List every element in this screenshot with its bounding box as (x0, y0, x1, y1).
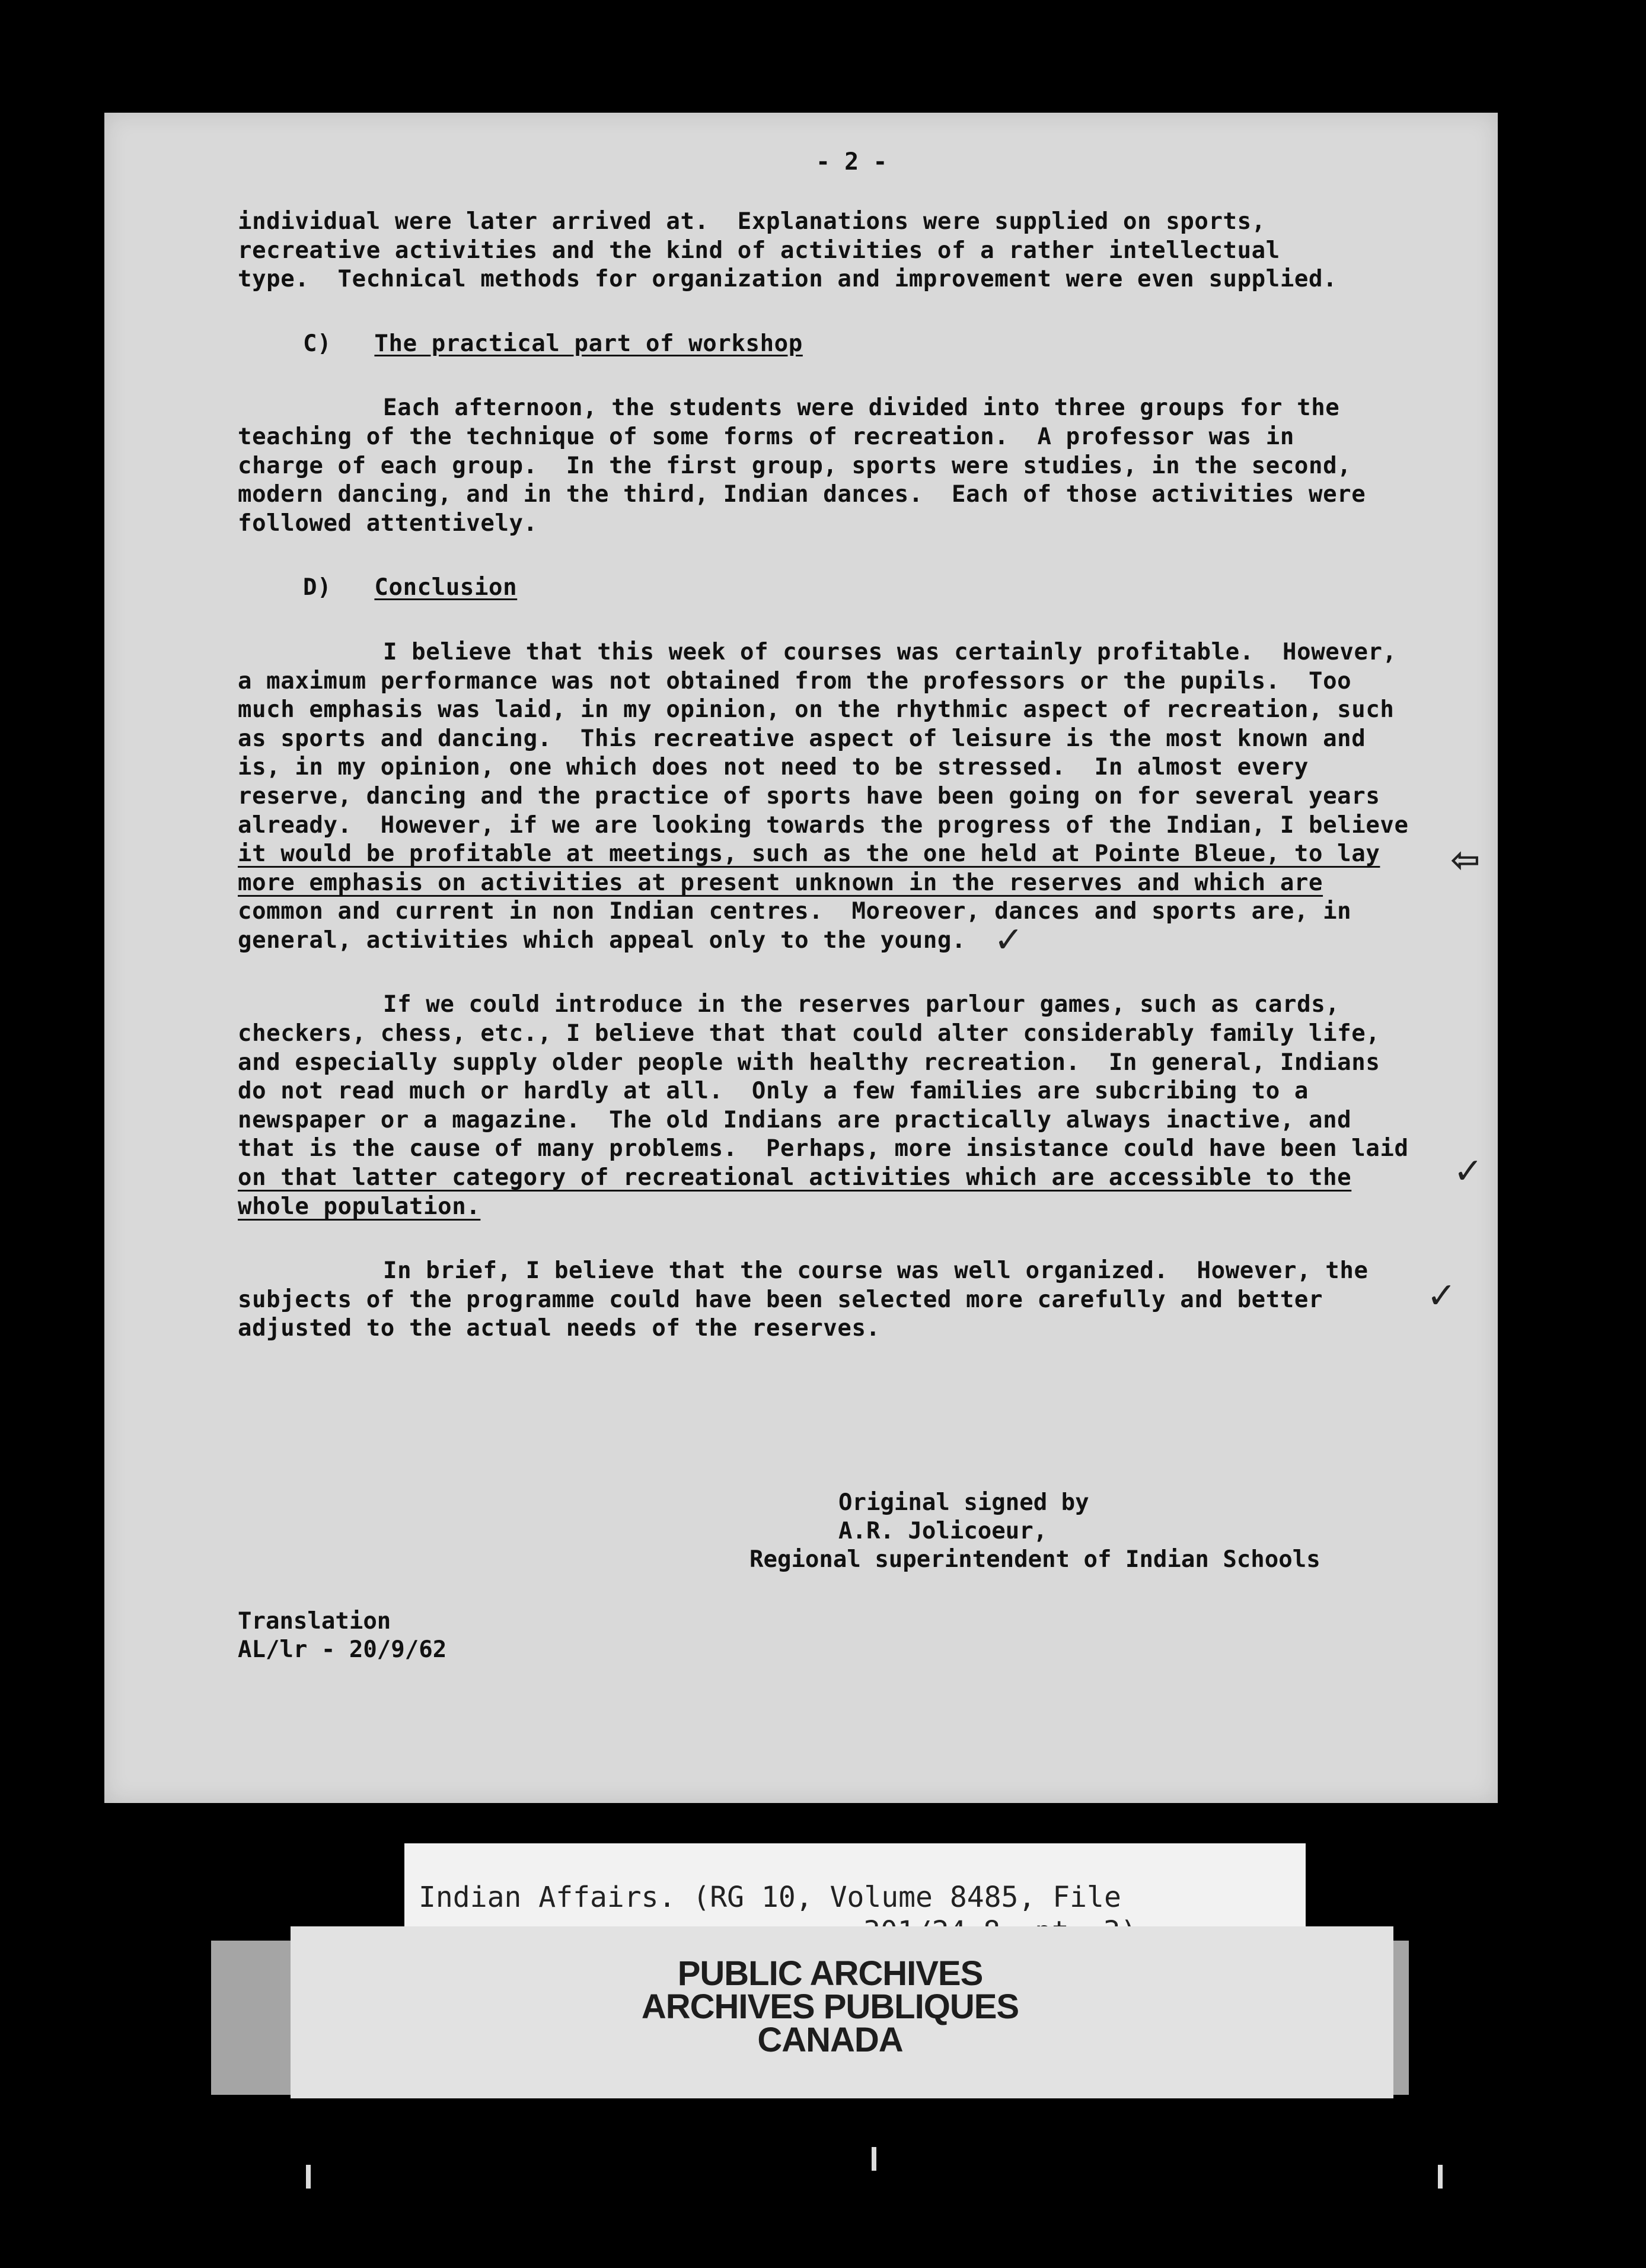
section-title: The practical part of workshop (374, 330, 803, 357)
text-line: subjects of the programme could have been selected more carefully and better (238, 1286, 1323, 1313)
text-line: teaching of the technique of some forms of recreation. A professor was in (238, 423, 1294, 450)
document-page (104, 113, 1498, 1803)
stamp-line: ARCHIVES PUBLIQUES (641, 1987, 1019, 2026)
text-line: charge of each group. In the first group, sports were studies, in the second, (238, 452, 1352, 479)
text-line: as sports and dancing. This recreative aspect of leisure is the most known and (238, 725, 1366, 752)
text-line: already. However, if we are looking towards the progress of the Indian, I believe (238, 811, 1409, 839)
translation-label: Translation (238, 1608, 391, 1635)
text-line: adjusted to the actual needs of the reserves. (238, 1315, 881, 1342)
text-line: do not read much or hardly at all. Only a few families are subcribing to a (238, 1078, 1309, 1105)
section-d-heading (303, 574, 1513, 603)
underlined-text-line: more emphasis on activities at present unknown in the reserves and which are (238, 869, 1323, 896)
text-line: recreative activities and the kind of activities of a rather intellectual (238, 237, 1280, 264)
text-line: checkers, chess, etc., I believe that that could alter considerably family life, (238, 1020, 1380, 1047)
text-line: modern dancing, and in the third, Indian dances. Each of those activities were (238, 481, 1366, 508)
film-edge-mark (306, 2165, 311, 2189)
reference-line: Indian Affairs. (RG 10, Volume 8485, File (419, 1881, 1121, 1914)
film-edge-mark (1438, 2165, 1443, 2189)
signature-line: Original signed by (838, 1489, 1089, 1516)
text-line: reserve, dancing and the practice of sports have been going on for several years (238, 782, 1380, 810)
archive-stamp (534, 1954, 1127, 2059)
text-line: a maximum performance was not obtained from the professors or the pupils. Too (238, 667, 1352, 695)
check-mark-icon: ✓ (1427, 1275, 1457, 1317)
section-letter: C) (303, 330, 332, 357)
underlined-text-line: whole population. (238, 1193, 481, 1220)
reference-code: AL/lr - 20/9/62 (238, 1636, 447, 1663)
underlined-text-line: it would be profitable at meetings, such as the one held at Pointe Bleue, to lay (238, 840, 1380, 868)
text-line: much emphasis was laid, in my opinion, on the rhythmic aspect of recreation, such (238, 696, 1395, 724)
text-line: common and current in non Indian centres. Moreover, dances and sports are, in (238, 898, 1352, 925)
text-line: followed attentively. (238, 509, 538, 537)
text-line: is, in my opinion, one which does not need to be stressed. In almost every (238, 754, 1309, 781)
text-line: In brief, I believe that the course was well organized. However, the (383, 1257, 1369, 1285)
text-line: and especially supply older people with healthy recreation. In general, Indians (238, 1049, 1380, 1076)
text-line: general, activities which appeal only to the young. (238, 926, 966, 954)
check-mark-icon: ✓ (994, 919, 1024, 961)
signature-block (749, 1489, 1320, 1574)
text-line: I believe that this week of courses was certainly profitable. However, (383, 638, 1397, 665)
document-body (238, 208, 1513, 1343)
page-number: - 2 - (816, 148, 888, 176)
section-letter: D) (303, 574, 332, 601)
arrow-mark-icon: ⇦ (1450, 839, 1481, 881)
section-c-heading (303, 330, 1513, 359)
text-line: Each afternoon, the students were divided into three groups for the (383, 394, 1340, 422)
signature-name: A.R. Jolicoeur, (838, 1518, 1048, 1544)
film-edge-mark (872, 2147, 876, 2171)
section-title: Conclusion (374, 574, 518, 601)
signature-title: Regional superintendent of Indian Schools (749, 1546, 1320, 1573)
underlined-text-line: on that latter category of recreational activities which are accessible to the (238, 1164, 1352, 1192)
text-line: newspaper or a magazine. The old Indians are practically always inactive, and (238, 1106, 1352, 1133)
check-mark-icon: ✓ (1453, 1151, 1484, 1192)
text-line: individual were later arrived at. Explanations were supplied on sports, (238, 208, 1266, 235)
text-line: type. Technical methods for organization and improvement were even supplied. (238, 266, 1338, 293)
text-line: that is the cause of many problems. Perhaps, more insistance could have been laid (238, 1135, 1409, 1162)
stamp-line: PUBLIC ARCHIVES (677, 1954, 983, 1993)
translation-note (238, 1607, 446, 1664)
text-line: If we could introduce in the reserves parlour games, such as cards, (383, 991, 1340, 1018)
stamp-line: CANADA (757, 2021, 903, 2059)
